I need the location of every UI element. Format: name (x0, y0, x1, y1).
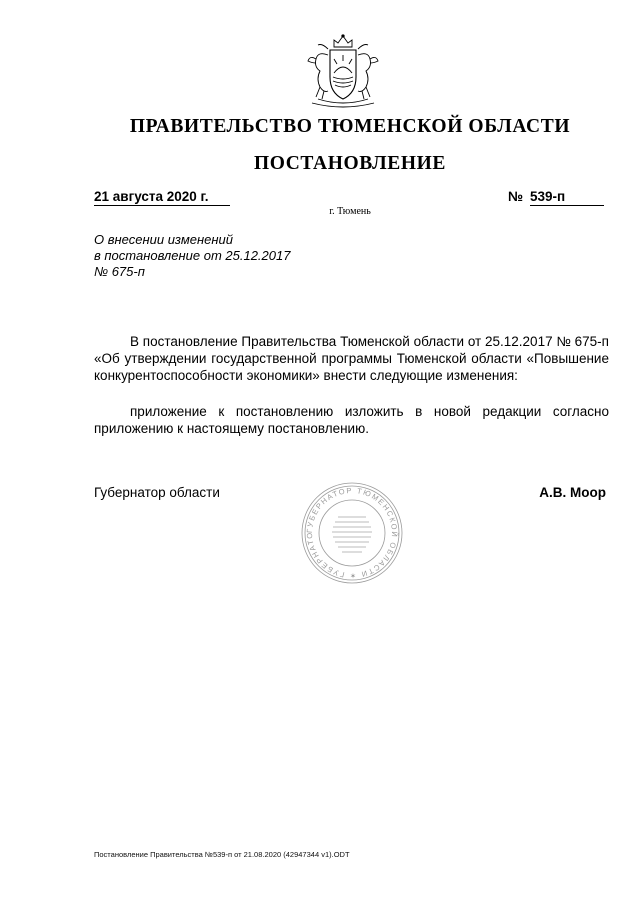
document-subject (94, 232, 290, 280)
signatory-position: Губернатор области (94, 485, 220, 500)
document-date: 21 августа 2020 г. (94, 188, 230, 206)
document-type-title: ПОСТАНОВЛЕНИЕ (253, 153, 447, 174)
subject-line: в постановление от 25.12.2017 (94, 248, 291, 263)
document-footer: Постановление Правительства №539-п от 21.08.2020 (42947344 v1).ODT (94, 850, 350, 859)
svg-text:ГУБЕРНАТОР ТЮМЕНСКОЙ ОБЛАСТИ ✶: ГУБЕРНАТОР ТЮМЕНСКОЙ ОБЛАСТИ ✶ ГУБЕРНАТО (304, 485, 400, 581)
official-seal-icon (300, 481, 404, 585)
body-paragraph: приложение к постановлению изложить в новой редакции согласно приложению к настоящему постановлению. (94, 404, 609, 436)
city-name: г. Тюмень (329, 206, 371, 217)
document-number-label: № (508, 189, 524, 204)
body-paragraph: В постановление Правительства Тюменской области от 25.12.2017 № 675-п «Об утверждении государственной программы Тюменской области «Повышение конкурентоспособности экономики» внести следующие изменения: (94, 334, 609, 383)
government-title: ПРАВИТЕЛЬСТВО ТЮМЕНСКОЙ ОБЛАСТИ (129, 116, 571, 137)
document-number: 539-п (530, 188, 604, 206)
subject-line: № 675-п (94, 264, 145, 279)
subject-line: О внесении изменений (94, 232, 233, 247)
signatory-name: А.В. Моор (539, 485, 606, 500)
coat-of-arms-icon (300, 33, 386, 115)
